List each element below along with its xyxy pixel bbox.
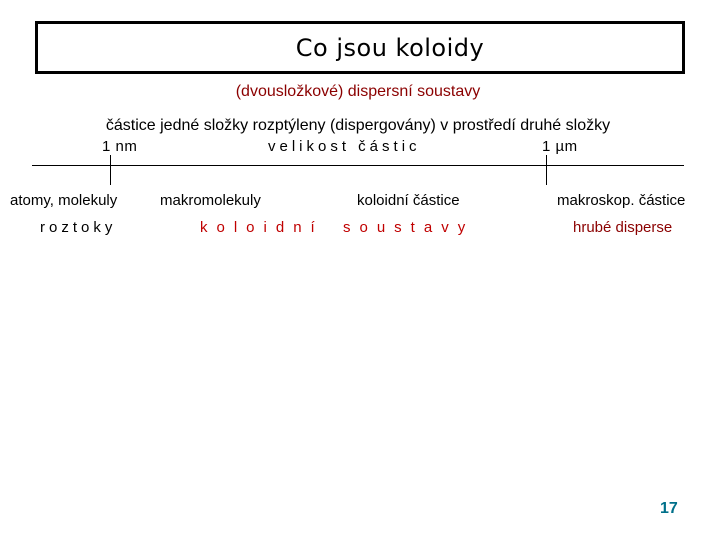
system-colloid-word2: soustavy (343, 219, 475, 236)
slide-description: částice jedné složky rozptýleny (dispergovány) v prostředí druhé složky (105, 117, 611, 134)
slide-title: Co jsou koloidy (295, 33, 485, 62)
system-colloid-word1: koloidní (200, 219, 324, 236)
system-coarse-dispersions: hrubé disperse (573, 219, 673, 236)
scale-label-particle-size: velikost částic (268, 138, 421, 155)
axis-tick-1um (546, 155, 547, 185)
slide-subtitle: (dvousložkové) dispersní soustavy (235, 83, 481, 100)
size-axis-line (32, 165, 684, 166)
category-atoms-molecules: atomy, molekuly (10, 192, 118, 209)
axis-tick-1nm (110, 155, 111, 185)
category-colloid-particles: koloidní částice (357, 192, 460, 209)
title-box (35, 21, 685, 74)
category-macroscopic-particles: makroskop. částice (557, 192, 686, 209)
system-solutions: roztoky (40, 219, 117, 236)
scale-label-1um: 1 µm (542, 138, 578, 155)
category-macromolecules: makromolekuly (160, 192, 261, 209)
page-number: 17 (660, 500, 678, 517)
scale-label-1nm: 1 nm (102, 138, 138, 155)
